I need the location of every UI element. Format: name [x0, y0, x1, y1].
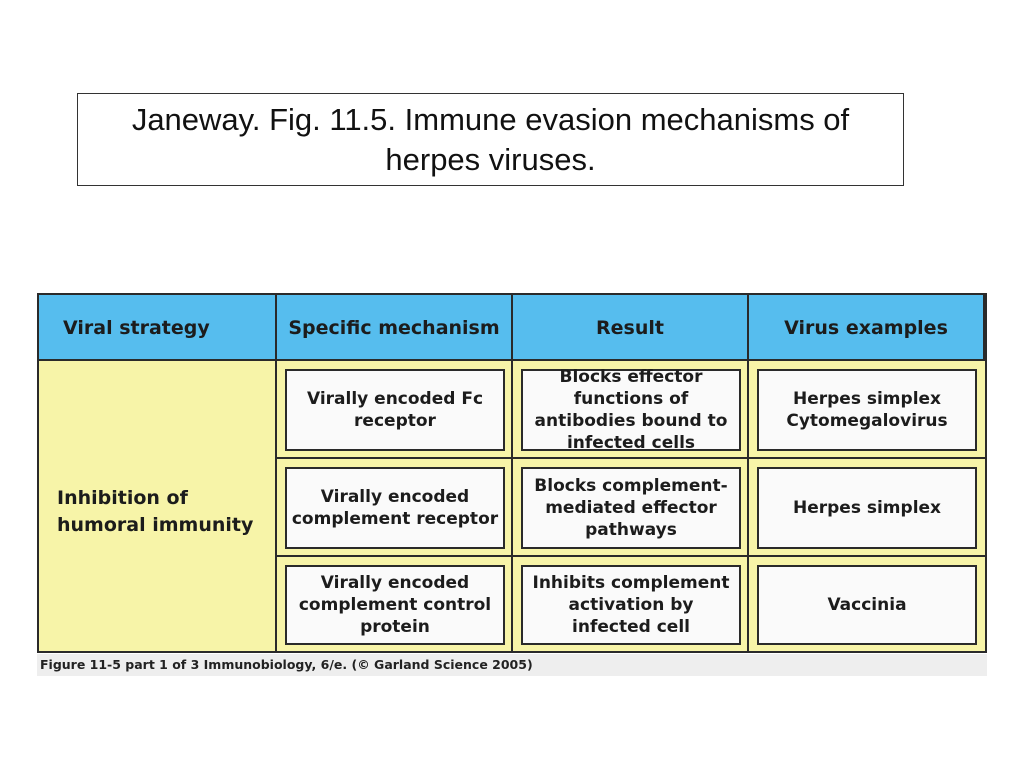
slide-title: Janeway. Fig. 11.5. Immune evasion mechanisms of herpes viruses.	[131, 101, 850, 177]
row-divider	[277, 555, 985, 557]
figure-caption: Figure 11-5 part 1 of 3 Immunobiology, 6/e. (© Garland Science 2005)	[37, 654, 987, 676]
row-divider	[277, 457, 985, 459]
result-cell: Inhibits complement activation by infected cell	[521, 565, 741, 645]
mechanism-cell: Virally encoded Fc receptor	[285, 369, 505, 451]
examples-cell: Herpes simplex Cytomegalovirus	[757, 369, 977, 451]
header-result: Result	[513, 295, 749, 361]
mechanism-cell: Virally encoded complement receptor	[285, 467, 505, 549]
slide-title-box	[77, 93, 904, 186]
strategy-label: Inhibition of humoral immunity	[57, 487, 254, 536]
header-viral-strategy: Viral strategy	[39, 295, 277, 361]
column-divider	[511, 361, 513, 651]
examples-cell: Vaccinia	[757, 565, 977, 645]
evasion-table-figure	[37, 293, 987, 653]
header-specific-mechanism: Specific mechanism	[277, 295, 513, 361]
result-cell: Blocks effector functions of antibodies bound to infected cells	[521, 369, 741, 451]
examples-cell: Herpes simplex	[757, 467, 977, 549]
mechanism-cell: Virally encoded complement control protein	[285, 565, 505, 645]
result-cell: Blocks complement-mediated effector pathways	[521, 467, 741, 549]
header-virus-examples: Virus examples	[749, 295, 985, 361]
column-divider	[275, 361, 277, 651]
column-divider	[747, 361, 749, 651]
